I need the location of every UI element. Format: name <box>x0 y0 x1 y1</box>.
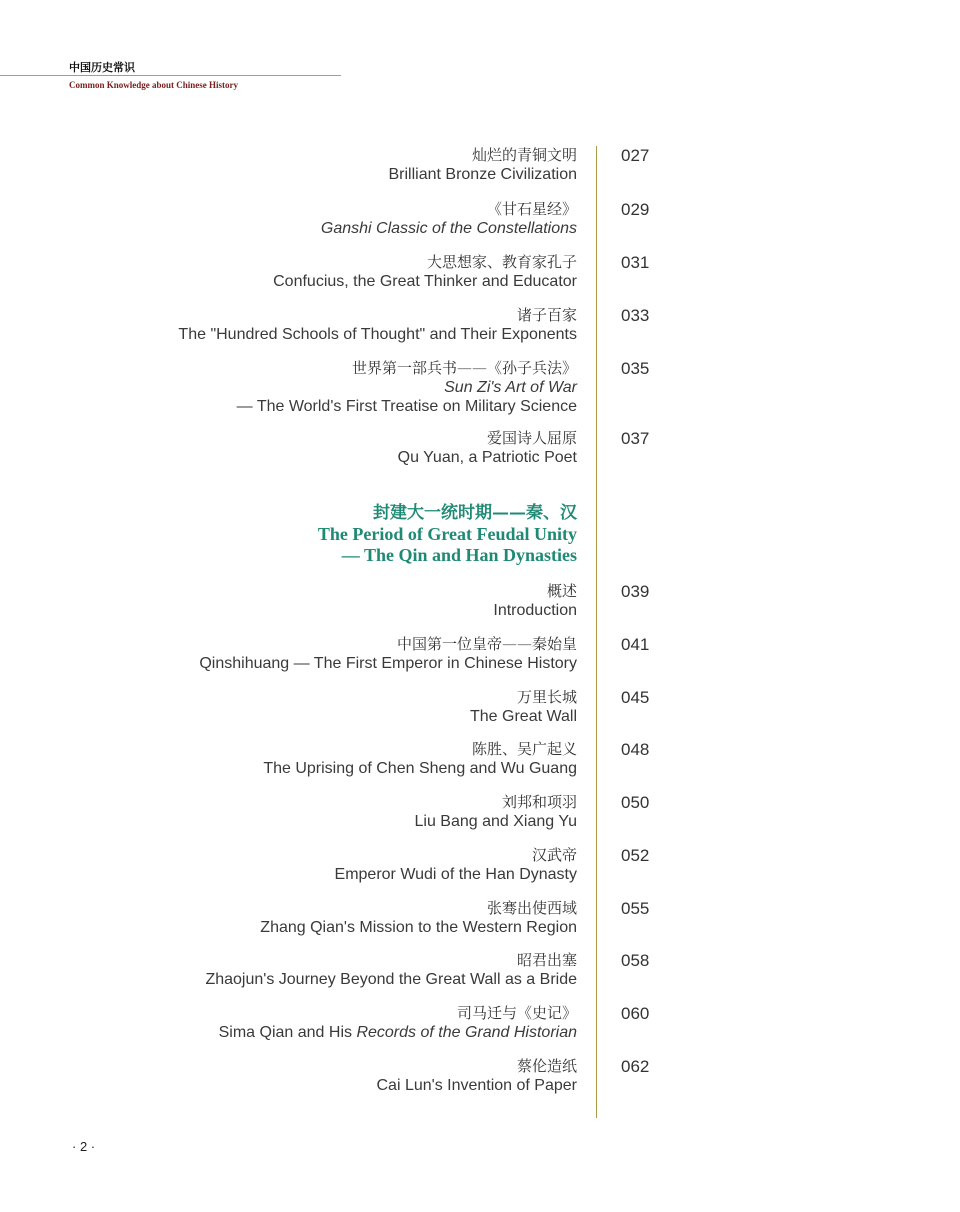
toc-entry-title-en: The "Hundred Schools of Thought" and Their Exponents <box>178 326 577 343</box>
toc-entry[interactable] <box>388 146 577 184</box>
toc-page-number[interactable]: 058 <box>621 951 650 970</box>
toc-entry[interactable] <box>263 740 577 778</box>
toc-entry[interactable] <box>219 1004 577 1042</box>
toc-entry[interactable] <box>273 253 577 291</box>
toc-entry-title-en: The Uprising of Chen Sheng and Wu Guang <box>263 760 577 777</box>
toc-entry-title-en: Introduction <box>493 602 577 619</box>
toc-entry-subtitle-en: — The World's First Treatise on Military Science <box>236 398 577 415</box>
toc-page-number[interactable]: 050 <box>621 793 650 812</box>
toc-entry-title-zh: 刘邦和项羽 <box>501 793 577 811</box>
toc-page-number[interactable]: 027 <box>621 146 650 165</box>
toc-entry[interactable] <box>398 429 577 467</box>
toc-entry-title-zh: 陈胜、吴广起义 <box>471 740 577 758</box>
toc-entry-title-zh: 张骞出使西域 <box>486 899 577 917</box>
section-heading-zh: 封建大一统时期——秦、汉 <box>373 503 577 523</box>
toc-entry-title-en: Brilliant Bronze Civilization <box>388 166 577 183</box>
toc-entry-title-zh: 司马迁与《史记》 <box>456 1004 577 1022</box>
toc-page-number[interactable]: 031 <box>621 253 650 272</box>
header-title-en: Common Knowledge about Chinese History <box>69 80 239 90</box>
toc-entry-title-zh: 中国第一位皇帝——秦始皇 <box>396 635 577 653</box>
toc-entry-title-zh: 灿烂的青铜文明 <box>471 146 577 164</box>
toc-entry-title-en-prefix: Sima Qian and His <box>218 1024 357 1041</box>
toc-entry-title-zh: 汉武帝 <box>531 846 577 864</box>
toc-entry-title-en: The Great Wall <box>470 708 577 725</box>
toc-page-number[interactable]: 037 <box>621 429 650 448</box>
toc-divider-line <box>596 146 597 1118</box>
toc-entry-title-en: Qinshihuang — The First Emperor in Chinese History <box>199 655 577 672</box>
toc-entry-title-en: Qu Yuan, a Patriotic Poet <box>397 449 577 466</box>
toc-entry-title-en <box>219 1023 577 1042</box>
toc-page-number[interactable]: 048 <box>621 740 650 759</box>
toc-entry-title-en-italic: Sun Zi's Art of War <box>444 379 577 396</box>
toc-entry-title-en: Liu Bang and Xiang Yu <box>414 813 577 830</box>
toc-entry-title-zh: 昭君出塞 <box>516 951 577 969</box>
toc-entry[interactable] <box>470 688 577 726</box>
toc-page-number[interactable]: 055 <box>621 899 650 918</box>
toc-entry-title-en: Zhaojun's Journey Beyond the Great Wall as a Bride <box>205 971 577 988</box>
toc-entry[interactable] <box>237 359 577 416</box>
toc-entry[interactable] <box>321 200 577 238</box>
toc-entry-title-en: Cai Lun's Invention of Paper <box>376 1077 577 1094</box>
toc-entry[interactable] <box>205 951 577 989</box>
toc-page-number[interactable]: 035 <box>621 359 650 378</box>
toc-page-number[interactable]: 033 <box>621 306 650 325</box>
header-title-cn: 中国历史常识 <box>69 61 135 74</box>
toc-entry-title-en: Ganshi Classic of the Constellations <box>320 220 577 237</box>
toc-entry-title-zh: 世界第一部兵书——《孙子兵法》 <box>351 359 577 377</box>
toc-entry-title-zh: 爱国诗人屈原 <box>486 429 577 447</box>
section-heading-en-line1: The Period of Great Feudal Unity <box>317 524 577 544</box>
toc-page-number[interactable]: 029 <box>621 200 650 219</box>
toc-entry-title-zh: 蔡伦造纸 <box>516 1057 577 1075</box>
toc-entry[interactable] <box>493 582 577 620</box>
toc-entry-title-zh: 概述 <box>546 582 577 600</box>
toc-entry[interactable] <box>199 635 577 673</box>
toc-page-number[interactable]: 062 <box>621 1057 650 1076</box>
section-heading[interactable] <box>318 503 577 566</box>
toc-entry[interactable] <box>414 793 577 831</box>
toc-page-number[interactable]: 039 <box>621 582 650 601</box>
toc-entry-title-en: Zhang Qian's Mission to the Western Region <box>260 919 577 936</box>
toc-entry[interactable] <box>178 306 577 344</box>
toc-entry-title-zh: 诸子百家 <box>516 306 577 324</box>
toc-entry-title-zh: 大思想家、教育家孔子 <box>426 253 577 271</box>
toc-entry-title-zh: 万里长城 <box>516 688 577 706</box>
toc-entry-title-en: Emperor Wudi of the Han Dynasty <box>334 866 577 883</box>
toc-entry[interactable] <box>260 899 577 937</box>
toc-entry-title-en: Confucius, the Great Thinker and Educator <box>273 273 577 290</box>
toc-entry[interactable] <box>335 846 577 884</box>
toc-page-number[interactable]: 052 <box>621 846 650 865</box>
section-heading-en-line2: — The Qin and Han Dynasties <box>341 545 577 565</box>
page-number-footer: · 2 · <box>72 1139 96 1154</box>
toc-page-number[interactable]: 045 <box>621 688 650 707</box>
toc-entry-title-zh: 《甘石星经》 <box>486 200 577 218</box>
toc-entry-title-en-italic: Records of the Grand Historian <box>356 1024 577 1041</box>
toc-page-number[interactable]: 060 <box>621 1004 650 1023</box>
toc-page-number[interactable]: 041 <box>621 635 650 654</box>
toc-entry[interactable] <box>376 1057 577 1095</box>
